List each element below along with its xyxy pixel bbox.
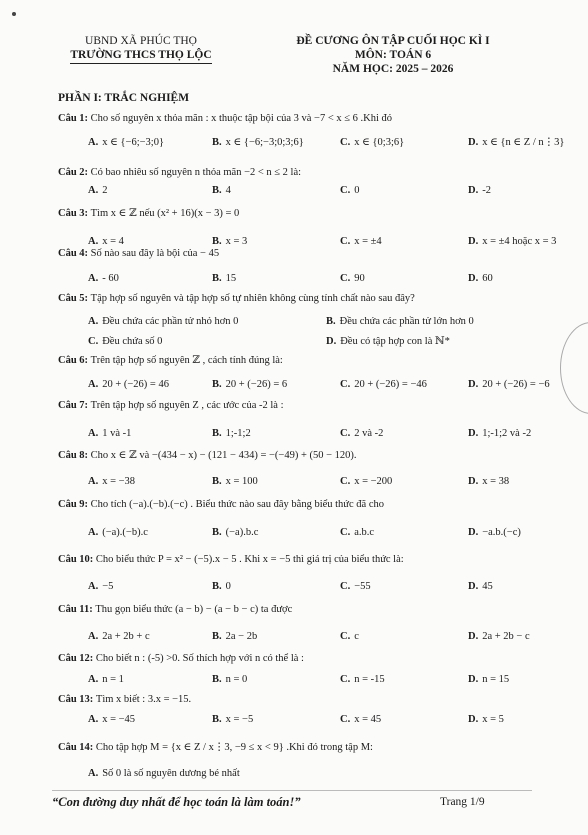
option-c bbox=[340, 235, 382, 248]
option-b bbox=[212, 184, 231, 197]
question-label: Câu 5: bbox=[58, 293, 91, 304]
option-d bbox=[326, 335, 450, 348]
option-text: 20 + (−26) = −46 bbox=[354, 379, 427, 390]
option-text: x = 45 bbox=[354, 714, 382, 725]
option-text: x = 100 bbox=[225, 476, 258, 487]
option-letter: B. bbox=[212, 581, 222, 592]
option-letter: A. bbox=[88, 527, 99, 538]
option-text: -2 bbox=[482, 185, 491, 196]
option-a bbox=[88, 427, 131, 440]
option-letter: D. bbox=[468, 674, 479, 685]
option-a bbox=[88, 673, 124, 686]
option-letter: B. bbox=[326, 316, 336, 327]
option-c bbox=[340, 184, 359, 197]
option-text: (−a).(−b).c bbox=[102, 527, 148, 538]
question-label: Câu 7: bbox=[58, 400, 91, 411]
option-text: n = 0 bbox=[225, 674, 248, 685]
question-label: Câu 3: bbox=[58, 208, 91, 219]
school-year: NĂM HỌC: 2025 – 2026 bbox=[332, 63, 454, 75]
option-b bbox=[212, 272, 236, 285]
option-text: x = ±4 bbox=[354, 236, 382, 247]
section-title: PHẦN I: TRẮC NGHIỆM bbox=[58, 92, 190, 104]
question-14 bbox=[58, 741, 373, 754]
option-d bbox=[468, 580, 493, 593]
question-5 bbox=[58, 292, 415, 305]
option-letter: A. bbox=[88, 236, 99, 247]
option-d bbox=[468, 427, 531, 440]
option-letter: B. bbox=[212, 137, 222, 148]
option-text: 2a + 2b − c bbox=[482, 631, 530, 642]
option-letter: D. bbox=[468, 428, 479, 439]
option-text: x = −200 bbox=[354, 476, 393, 487]
option-c bbox=[340, 475, 392, 488]
question-text: Trên tập hợp số nguyên ℤ , cách tính đúng là: bbox=[90, 355, 283, 366]
option-text: x = ±4 hoặc x = 3 bbox=[482, 236, 557, 247]
option-letter: C. bbox=[340, 631, 351, 642]
option-text: 90 bbox=[354, 273, 365, 284]
option-letter: A. bbox=[88, 768, 99, 779]
option-text: 0 bbox=[354, 185, 360, 196]
option-text: n = 15 bbox=[482, 674, 510, 685]
question-label: Câu 10: bbox=[58, 554, 96, 565]
option-b bbox=[212, 136, 304, 149]
option-c bbox=[340, 673, 385, 686]
option-text: Đều chứa các phần tử lớn hơn 0 bbox=[339, 316, 474, 327]
option-text: 1;-1;2 bbox=[225, 428, 251, 439]
option-letter: D. bbox=[468, 273, 479, 284]
option-text: x = 5 bbox=[482, 714, 504, 725]
footer-quote: “Con đường duy nhất để học toán là làm toán!” bbox=[52, 795, 301, 809]
question-text: Số nào sau đây là bội của − 45 bbox=[90, 248, 220, 259]
option-d bbox=[468, 184, 491, 197]
option-c bbox=[340, 427, 383, 440]
option-a bbox=[88, 136, 164, 149]
option-letter: D. bbox=[468, 137, 479, 148]
option-text: n = 1 bbox=[102, 674, 124, 685]
option-text: 0 bbox=[225, 581, 231, 592]
option-c bbox=[340, 136, 404, 149]
option-a bbox=[88, 272, 119, 285]
exam-title: ĐỀ CƯƠNG ÔN TẬP CUỐI HỌC KÌ I bbox=[296, 35, 490, 47]
option-letter: C. bbox=[340, 674, 351, 685]
option-text: 20 + (−26) = 6 bbox=[225, 379, 288, 390]
option-letter: C. bbox=[88, 336, 99, 347]
page-number: Trang 1/9 bbox=[440, 796, 485, 808]
question-text: Thu gọn biểu thức (a − b) − (a − b − c) ta được bbox=[95, 604, 293, 615]
option-letter: A. bbox=[88, 428, 99, 439]
question-13 bbox=[58, 693, 191, 706]
question-text: Cho số nguyên x thỏa mãn : x thuộc tập bội của 3 và −7 < x ≤ 6 .Khi đó bbox=[90, 113, 393, 124]
option-letter: D. bbox=[326, 336, 337, 347]
option-text: c bbox=[354, 631, 359, 642]
option-d bbox=[468, 630, 530, 643]
option-letter: B. bbox=[212, 476, 222, 487]
question-6 bbox=[58, 354, 283, 367]
school-header bbox=[56, 34, 226, 64]
question-text: Cho biểu thức P = x² − (−5).x − 5 . Khi x = −5 thì giá trị của biểu thức là: bbox=[95, 554, 404, 565]
option-letter: D. bbox=[468, 631, 479, 642]
question-10 bbox=[58, 553, 404, 566]
question-9 bbox=[58, 498, 384, 511]
option-letter: C. bbox=[340, 236, 351, 247]
option-text: x = −5 bbox=[225, 714, 254, 725]
option-c bbox=[340, 713, 381, 726]
option-letter: B. bbox=[212, 236, 222, 247]
option-letter: A. bbox=[88, 379, 99, 390]
option-letter: A. bbox=[88, 581, 99, 592]
option-text: 2 bbox=[102, 185, 108, 196]
option-a bbox=[88, 378, 169, 391]
question-text: Tìm x ∈ ℤ nếu (x² + 16)(x − 3) = 0 bbox=[90, 208, 240, 219]
option-text: x ∈ {−6;−3;0} bbox=[102, 137, 164, 148]
exam-header bbox=[268, 34, 518, 76]
option-b bbox=[212, 526, 258, 539]
option-text: −a.b.(−c) bbox=[482, 527, 521, 538]
question-label: Câu 13: bbox=[58, 694, 96, 705]
option-letter: D. bbox=[468, 379, 479, 390]
option-text: x = −38 bbox=[102, 476, 136, 487]
option-text: Đều có tập hợp con là ℕ* bbox=[340, 336, 450, 347]
option-text: 15 bbox=[225, 273, 237, 284]
option-letter: C. bbox=[340, 273, 351, 284]
question-3 bbox=[58, 207, 239, 220]
subject: MÔN: TOÁN 6 bbox=[354, 49, 432, 61]
option-letter: C. bbox=[340, 428, 351, 439]
question-label: Câu 6: bbox=[58, 355, 91, 366]
option-letter: A. bbox=[88, 714, 99, 725]
option-d bbox=[468, 526, 521, 539]
option-c bbox=[340, 272, 365, 285]
option-text: −55 bbox=[354, 581, 371, 592]
option-text: 1;-1;2 và -2 bbox=[482, 428, 532, 439]
option-text: 20 + (−26) = −6 bbox=[482, 379, 550, 390]
option-a bbox=[88, 475, 135, 488]
question-label: Câu 2: bbox=[58, 167, 91, 178]
question-label: Câu 11: bbox=[58, 604, 96, 615]
option-text: Đều chứa các phần tử nhỏ hơn 0 bbox=[102, 316, 239, 327]
option-letter: A. bbox=[88, 137, 99, 148]
option-letter: A. bbox=[88, 476, 99, 487]
option-b bbox=[212, 673, 247, 686]
option-d bbox=[468, 235, 556, 248]
option-text: x = 3 bbox=[225, 236, 248, 247]
option-b bbox=[326, 315, 474, 328]
option-a bbox=[88, 184, 107, 197]
option-letter: A. bbox=[88, 316, 99, 327]
question-11 bbox=[58, 603, 292, 616]
option-d bbox=[468, 673, 509, 686]
option-letter: C. bbox=[340, 185, 351, 196]
option-text: −5 bbox=[102, 581, 114, 592]
option-letter: B. bbox=[212, 527, 222, 538]
school-name: TRƯỜNG THCS THỌ LỘC bbox=[70, 48, 211, 64]
option-letter: A. bbox=[88, 273, 99, 284]
option-text: - 60 bbox=[102, 273, 119, 284]
option-b bbox=[212, 713, 253, 726]
district-name: UBND XÃ PHÚC THỌ bbox=[85, 35, 197, 47]
option-text: 2a − 2b bbox=[225, 631, 258, 642]
option-letter: B. bbox=[212, 714, 222, 725]
question-4 bbox=[58, 247, 219, 260]
question-text: Có bao nhiêu số nguyên n thỏa mãn −2 < n ≤ 2 là: bbox=[90, 167, 302, 178]
option-text: 4 bbox=[225, 185, 231, 196]
option-c bbox=[340, 580, 371, 593]
option-a bbox=[88, 713, 135, 726]
option-d bbox=[468, 475, 509, 488]
option-text: 2a + 2b + c bbox=[102, 631, 150, 642]
option-letter: D. bbox=[468, 185, 479, 196]
option-text: x ∈ {n ∈ Z / n⋮3} bbox=[482, 137, 565, 148]
option-text: Đều chứa số 0 bbox=[102, 336, 163, 347]
option-text: a.b.c bbox=[354, 527, 375, 538]
question-label: Câu 1: bbox=[58, 113, 91, 124]
option-text: 1 và -1 bbox=[102, 428, 132, 439]
option-c bbox=[88, 335, 162, 348]
option-text: 20 + (−26) = 46 bbox=[102, 379, 169, 390]
question-text: Cho biết n : (-5) >0. Số thích hợp với n có thể là : bbox=[95, 653, 304, 664]
option-letter: B. bbox=[212, 273, 222, 284]
corner-mark bbox=[12, 12, 16, 16]
option-b bbox=[212, 427, 251, 440]
option-letter: D. bbox=[468, 714, 479, 725]
question-text: Tìm x biết : 3.x = −15. bbox=[95, 694, 192, 705]
option-letter: D. bbox=[468, 476, 479, 487]
option-letter: D. bbox=[468, 527, 479, 538]
option-text: x = 38 bbox=[482, 476, 510, 487]
option-letter: C. bbox=[340, 137, 351, 148]
option-letter: A. bbox=[88, 631, 99, 642]
option-d bbox=[468, 378, 550, 391]
question-text: Tập hợp số nguyên và tập hợp số tự nhiên không cùng tính chất nào sau đây? bbox=[90, 293, 415, 304]
option-letter: C. bbox=[340, 527, 351, 538]
option-letter: B. bbox=[212, 185, 222, 196]
option-letter: A. bbox=[88, 674, 99, 685]
option-a bbox=[88, 526, 148, 539]
option-c bbox=[340, 630, 359, 643]
option-text: x = −45 bbox=[102, 714, 136, 725]
option-letter: A. bbox=[88, 185, 99, 196]
question-text: Cho x ∈ ℤ và −(434 − x) − (121 − 434) = −(−49) + (50 − 120). bbox=[90, 450, 357, 461]
option-c bbox=[340, 526, 374, 539]
question-label: Câu 14: bbox=[58, 742, 96, 753]
option-text: Số 0 là số nguyên dương bé nhất bbox=[102, 768, 240, 779]
option-d bbox=[468, 136, 564, 149]
option-letter: C. bbox=[340, 581, 351, 592]
question-label: Câu 9: bbox=[58, 499, 91, 510]
question-text: Trên tập hợp số nguyên Z , các ước của -2 là : bbox=[90, 400, 284, 411]
option-letter: B. bbox=[212, 631, 222, 642]
option-letter: B. bbox=[212, 379, 222, 390]
question-12 bbox=[58, 652, 304, 665]
option-text: n = -15 bbox=[354, 674, 385, 685]
option-b bbox=[212, 580, 231, 593]
option-letter: D. bbox=[468, 236, 479, 247]
option-b bbox=[212, 378, 287, 391]
question-label: Câu 8: bbox=[58, 450, 91, 461]
option-text: 45 bbox=[482, 581, 493, 592]
option-letter: C. bbox=[340, 379, 351, 390]
question-2 bbox=[58, 166, 301, 179]
question-label: Câu 4: bbox=[58, 248, 91, 259]
option-text: x = 4 bbox=[102, 236, 124, 247]
question-8 bbox=[58, 449, 357, 462]
question-1 bbox=[58, 112, 392, 125]
option-a bbox=[88, 580, 113, 593]
question-label: Câu 12: bbox=[58, 653, 96, 664]
option-text: x ∈ {0;3;6} bbox=[354, 137, 405, 148]
option-a bbox=[88, 315, 238, 328]
option-c bbox=[340, 378, 427, 391]
option-letter: D. bbox=[468, 581, 479, 592]
option-letter: B. bbox=[212, 674, 222, 685]
question-text: Cho tập hợp M = {x ∈ Z / x⋮3, −9 ≤ x < 9} .Khi đó trong tập M: bbox=[95, 742, 373, 753]
footer-divider bbox=[52, 790, 532, 791]
option-text: 2 và -2 bbox=[354, 428, 384, 439]
option-letter: C. bbox=[340, 714, 351, 725]
option-a bbox=[88, 767, 240, 780]
question-text: Cho tích (−a).(−b).(−c) . Biểu thức nào sau đây bằng biểu thức đã cho bbox=[90, 499, 384, 510]
option-letter: B. bbox=[212, 428, 222, 439]
option-d bbox=[468, 713, 504, 726]
option-text: 60 bbox=[482, 273, 493, 284]
option-b bbox=[212, 475, 258, 488]
option-letter: C. bbox=[340, 476, 351, 487]
option-text: (−a).b.c bbox=[225, 527, 259, 538]
question-7 bbox=[58, 399, 284, 412]
option-a bbox=[88, 630, 150, 643]
school-seal bbox=[560, 322, 588, 414]
option-b bbox=[212, 630, 257, 643]
option-d bbox=[468, 272, 493, 285]
option-text: x ∈ {−6;−3;0;3;6} bbox=[225, 137, 304, 148]
